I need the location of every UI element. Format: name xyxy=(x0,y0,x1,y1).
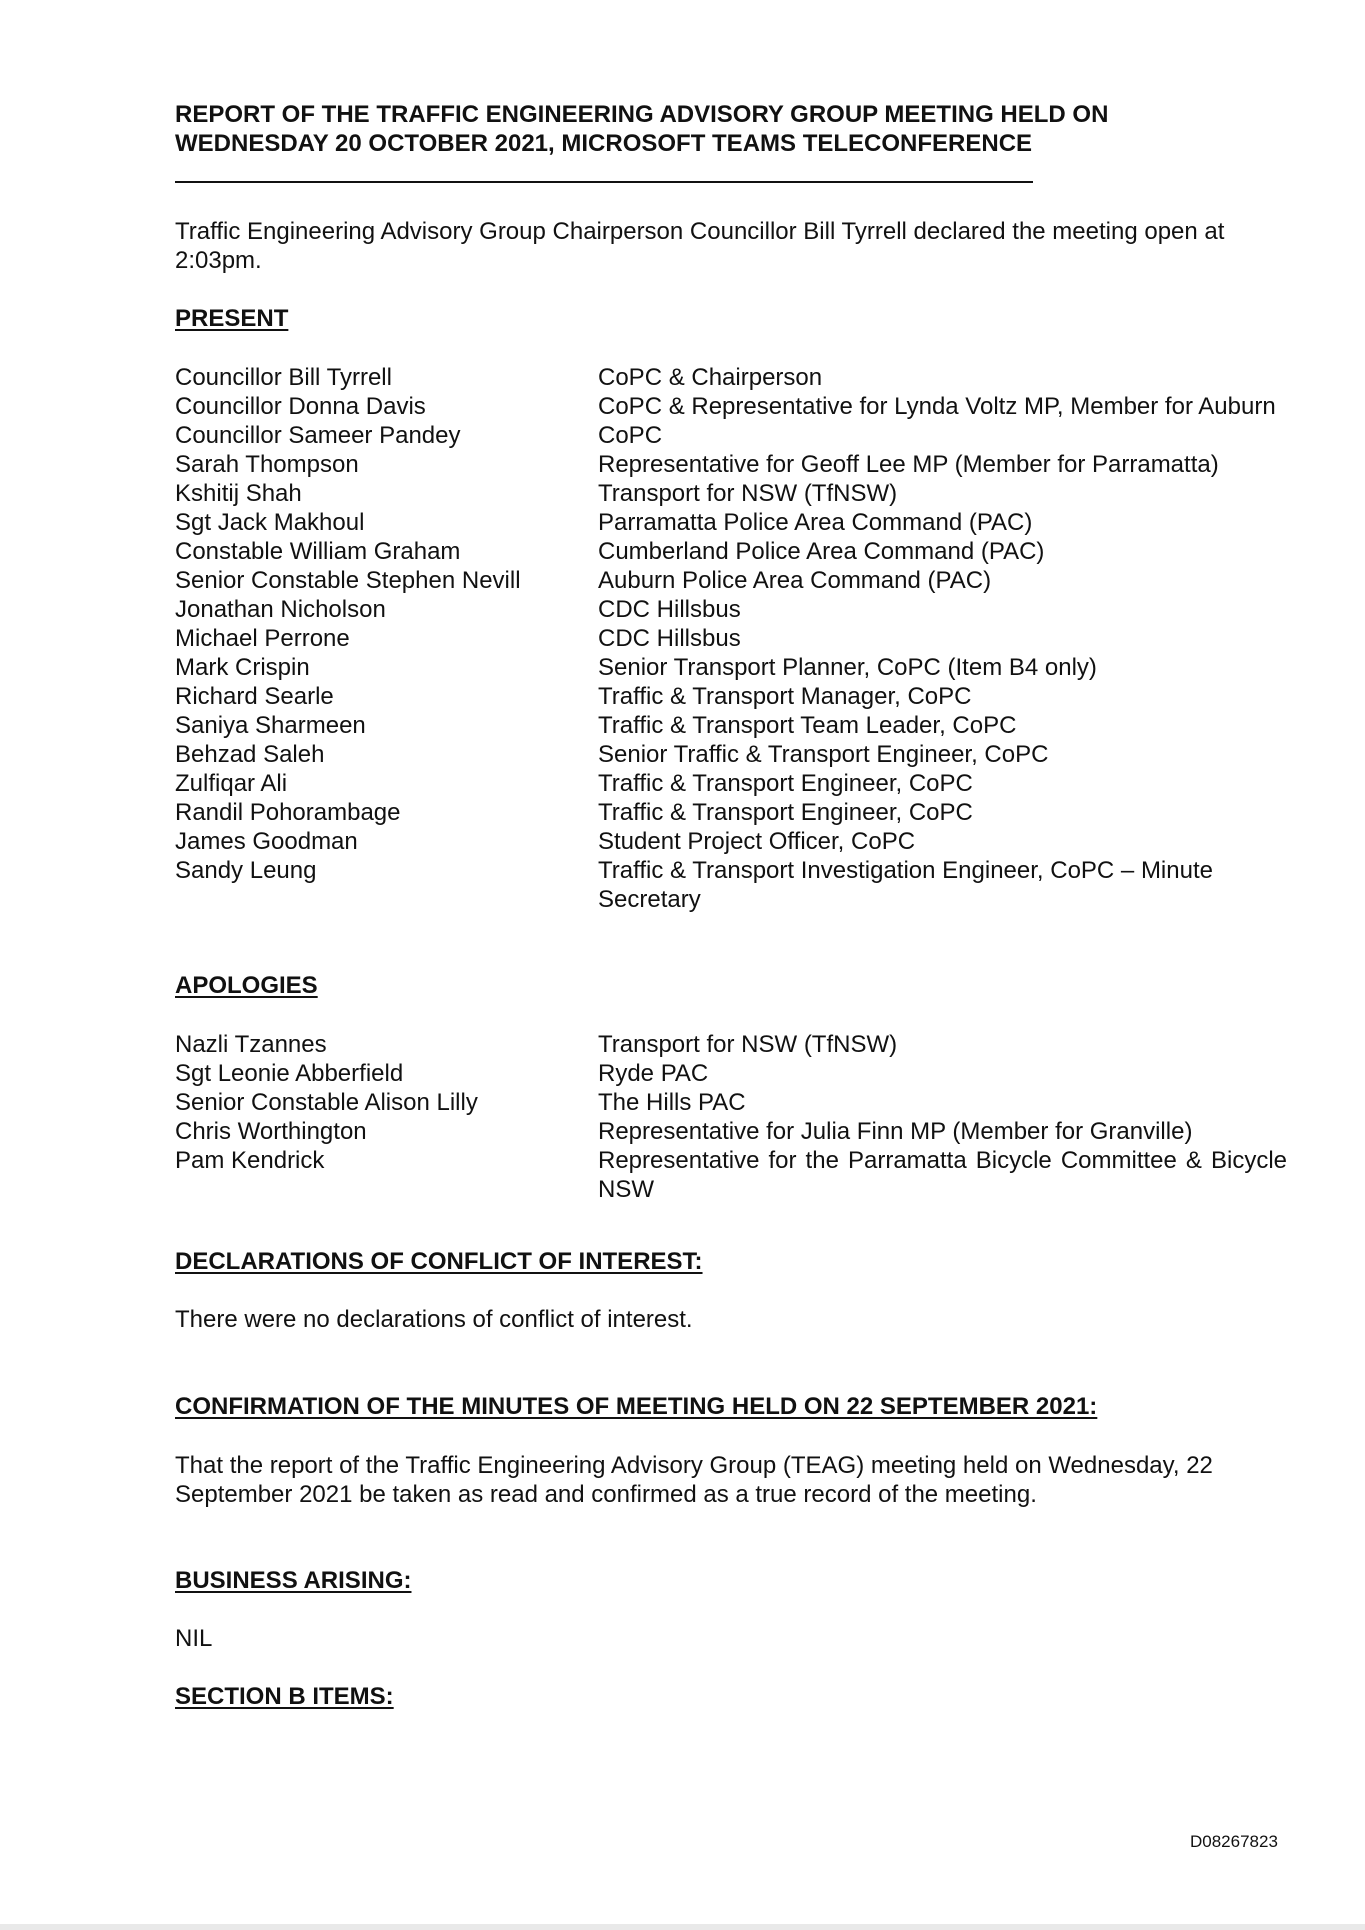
present-row xyxy=(175,711,1287,740)
present-role: Traffic & Transport Manager, CoPC xyxy=(598,683,972,710)
apologies-row xyxy=(175,1146,1287,1204)
apologies-role: Representative for Julia Finn MP (Member for Granville) xyxy=(598,1118,1193,1145)
business-arising-text: NIL xyxy=(175,1625,213,1652)
present-name: Sgt Jack Makhoul xyxy=(175,509,365,536)
present-row xyxy=(175,624,1287,653)
present-role: CoPC & Chairperson xyxy=(598,364,823,391)
present-row xyxy=(175,827,1287,856)
present-name: Michael Perrone xyxy=(175,625,350,652)
document-number: D08267823 xyxy=(1190,1832,1278,1851)
business-arising-heading: BUSINESS ARISING: xyxy=(175,1567,412,1594)
title-underline-rule xyxy=(175,181,1033,183)
present-list xyxy=(175,363,1287,914)
present-row xyxy=(175,798,1287,827)
present-role: Parramatta Police Area Command (PAC) xyxy=(598,509,1033,536)
apologies-role: Ryde PAC xyxy=(598,1060,709,1087)
apologies-name: Nazli Tzannes xyxy=(175,1031,327,1058)
present-row xyxy=(175,856,1287,914)
present-role: Traffic & Transport Investigation Engineer, CoPC – Minute Secretary xyxy=(598,857,1213,913)
present-row xyxy=(175,537,1287,566)
apologies-role: The Hills PAC xyxy=(598,1089,746,1116)
opening-paragraph: Traffic Engineering Advisory Group Chairperson Councillor Bill Tyrrell declared the meeting open at 2:03pm. xyxy=(175,218,1225,274)
section-b-heading: SECTION B ITEMS: xyxy=(175,1683,394,1710)
present-row xyxy=(175,508,1287,537)
present-row xyxy=(175,566,1287,595)
present-name: Mark Crispin xyxy=(175,654,310,681)
report-title xyxy=(175,100,1275,158)
present-name: Councillor Sameer Pandey xyxy=(175,422,461,449)
present-row xyxy=(175,769,1287,798)
apologies-row xyxy=(175,1117,1287,1146)
present-name: Zulfiqar Ali xyxy=(175,770,288,797)
present-heading: PRESENT xyxy=(175,305,289,332)
present-name: Senior Constable Stephen Nevill xyxy=(175,567,521,594)
present-role: Representative for Geoff Lee MP (Member for Parramatta) xyxy=(598,451,1219,478)
report-title-line-1: REPORT OF THE TRAFFIC ENGINEERING ADVISORY GROUP MEETING HELD ON xyxy=(175,101,1109,128)
present-row xyxy=(175,479,1287,508)
present-role: CoPC xyxy=(598,422,663,449)
apologies-role: Representative for the Parramatta Bicycle Committee & Bicycle NSW xyxy=(598,1147,1287,1203)
present-name: Randil Pohorambage xyxy=(175,799,401,826)
apologies-row xyxy=(175,1059,1287,1088)
apologies-heading: APOLOGIES xyxy=(175,972,318,999)
present-name: Richard Searle xyxy=(175,683,334,710)
present-role: Traffic & Transport Engineer, CoPC xyxy=(598,770,973,797)
apologies-row xyxy=(175,1088,1287,1117)
present-name: Sarah Thompson xyxy=(175,451,359,478)
present-role: Auburn Police Area Command (PAC) xyxy=(598,567,992,594)
apologies-role: Transport for NSW (TfNSW) xyxy=(598,1031,898,1058)
report-title-line-2: WEDNESDAY 20 OCTOBER 2021, MICROSOFT TEAMS TELECONFERENCE xyxy=(175,130,1033,157)
present-role: Traffic & Transport Engineer, CoPC xyxy=(598,799,973,826)
present-row xyxy=(175,450,1287,479)
present-name: Councillor Bill Tyrrell xyxy=(175,364,392,391)
present-row xyxy=(175,740,1287,769)
present-role: Traffic & Transport Team Leader, CoPC xyxy=(598,712,1017,739)
present-name: Constable William Graham xyxy=(175,538,461,565)
apologies-name: Sgt Leonie Abberfield xyxy=(175,1060,404,1087)
present-name: Behzad Saleh xyxy=(175,741,325,768)
present-role: CDC Hillsbus xyxy=(598,596,741,623)
present-name: Sandy Leung xyxy=(175,857,317,884)
confirmation-text: That the report of the Traffic Engineering Advisory Group (TEAG) meeting held on Wednesday, 22 September 2021 be taken as read and confirmed as a true record of the meeting. xyxy=(175,1452,1213,1508)
confirmation-heading: CONFIRMATION OF THE MINUTES OF MEETING HELD ON 22 SEPTEMBER 2021: xyxy=(175,1393,1098,1420)
present-role: CoPC & Representative for Lynda Voltz MP, Member for Auburn xyxy=(598,393,1276,420)
present-role: Transport for NSW (TfNSW) xyxy=(598,480,898,507)
present-row xyxy=(175,653,1287,682)
declarations-text: There were no declarations of conflict of interest. xyxy=(175,1306,693,1333)
present-role: Senior Transport Planner, CoPC (Item B4 only) xyxy=(598,654,1097,681)
declarations-heading: DECLARATIONS OF CONFLICT OF INTEREST: xyxy=(175,1248,703,1275)
present-name: James Goodman xyxy=(175,828,358,855)
present-name: Jonathan Nicholson xyxy=(175,596,386,623)
apologies-name: Senior Constable Alison Lilly xyxy=(175,1089,478,1116)
apologies-list xyxy=(175,1030,1287,1204)
present-name: Kshitij Shah xyxy=(175,480,302,507)
present-role: CDC Hillsbus xyxy=(598,625,741,652)
present-row xyxy=(175,682,1287,711)
present-name: Saniya Sharmeen xyxy=(175,712,366,739)
present-row xyxy=(175,392,1287,421)
present-role: Student Project Officer, CoPC xyxy=(598,828,916,855)
page-bottom-edge xyxy=(0,1924,1365,1930)
present-role: Cumberland Police Area Command (PAC) xyxy=(598,538,1045,565)
present-name: Councillor Donna Davis xyxy=(175,393,426,420)
apologies-name: Pam Kendrick xyxy=(175,1147,325,1174)
present-role: Senior Traffic & Transport Engineer, CoPC xyxy=(598,741,1049,768)
present-row xyxy=(175,421,1287,450)
present-row xyxy=(175,363,1287,392)
apologies-row xyxy=(175,1030,1287,1059)
apologies-name: Chris Worthington xyxy=(175,1118,367,1145)
present-row xyxy=(175,595,1287,624)
